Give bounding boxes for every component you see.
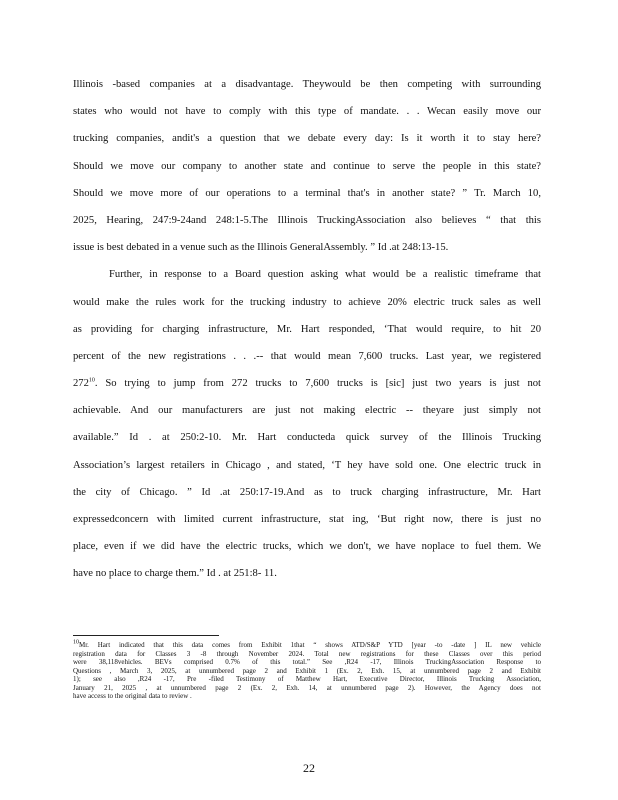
footnote-separator (73, 635, 219, 636)
body-line-14: available.” Id . at 250:2-10. Mr. Hart conducteda quick survey of the Illinois Trucking (73, 432, 541, 444)
body-line-17: expressedconcern with limited current infrastructure, stat ing, ‘But right now, there is just no (73, 514, 541, 525)
footnote-line-7: have access to the original data to review . (73, 692, 192, 701)
footnote-ref-10[interactable]: 10 (88, 377, 95, 384)
footnote-line-2: registration data for Classes 3 -8 through November 2024. Total new registrations for these Classes over this period (73, 649, 541, 658)
body-text (73, 71, 541, 588)
footnote-line-4: Questions , March 3, 2025, at unnumbered page 2 and Exhibit 1 (Ex. 2, Exh. 15, at unnumbered page 2 and Exhibit (73, 666, 541, 675)
footnote-10 (73, 641, 541, 701)
body-line-6: 2025, Hearing, 247:9-24and 248:1-5.The Illinois TruckingAssociation also believes “ that this (73, 214, 541, 226)
footnote-line-6: January 21, 2025 , at unnumbered page 2 (Ex. 2, Exh. 14, at unnumbered page 2). However, the Agency does not (73, 683, 541, 692)
body-line-12 (73, 370, 541, 397)
body-line-12-start: 272 (73, 378, 89, 390)
body-line-18: place, even if we did have the electric trucks, which we don't, we have noplace to fuel them. We (73, 541, 541, 553)
body-line-11: percent of the new registrations . . .-- that would mean 7,600 trucks. Last year, we registered (73, 350, 541, 362)
body-line-4: Should we move our company to another state and continue to serve the people in this state? (73, 160, 541, 172)
footnote-line-3: were 38,118vehicles. BEVs comprised 0.7% of this total.” See ,R24 -17, Illinois TruckingAssociation Response to (73, 658, 541, 667)
body-line-12-rest: . So trying to jump from 272 trucks to 7,600 trucks is [sic] just two years is just not (94, 378, 541, 390)
footnote-line-5: 1); see also ,R24 -17, Pre -filed Testimony of Matthew Hart, Executive Director, Illinois Trucking Association, (73, 675, 541, 684)
body-line-13: achievable. And our manufacturers are just not making electric -- theyare just simply not (73, 405, 541, 417)
body-line-16: the city of Chicago. ” Id .at 250:17-19.And as to truck charging infrastructure, Mr. Hart (73, 486, 541, 498)
page-number: 22 (303, 761, 315, 775)
body-line-5: Should we move more of our operations to a terminal that's in another state? ” Tr. March 10, (73, 187, 541, 199)
footnote-line-1 (73, 641, 541, 650)
body-line-10: as providing for charging infrastructure, Mr. Hart responded, ‘That would require, to hit 20 (73, 323, 541, 335)
body-line-1: Illinois -based companies at a disadvantage. Theywould be then competing with surrounding (73, 79, 541, 90)
body-line-19: have no place to charge them.” Id . at 251:8- 11. (73, 568, 277, 580)
footnote-marker: 10 (73, 639, 79, 646)
body-line-7: issue is best debated in a venue such as the Illinois GeneralAssembly. ” Id .at 248:13-15. (73, 242, 449, 254)
body-line-15: Association’s largest retailers in Chicago , and stated, ‘T hey have sold one. One electric truck in (73, 459, 541, 471)
footnote-line-1-text: Mr. Hart indicated that this data comes from Exhibit 1that “ shows ATD/S&P YTD [year -to -date ] IL new vehicle (79, 641, 541, 649)
body-line-9: would make the rules work for the trucking industry to achieve 20% electric truck sales as well (73, 296, 541, 308)
body-line-2: states who would not have to comply with this type of mandate. . . Wecan easily move our (73, 106, 541, 118)
body-line-8: Further, in response to a Board question asking what would be a realistic timeframe that (109, 269, 541, 281)
body-line-3: trucking companies, andit's a question that we debate every day: Is it worth it to stay here? (73, 133, 541, 145)
